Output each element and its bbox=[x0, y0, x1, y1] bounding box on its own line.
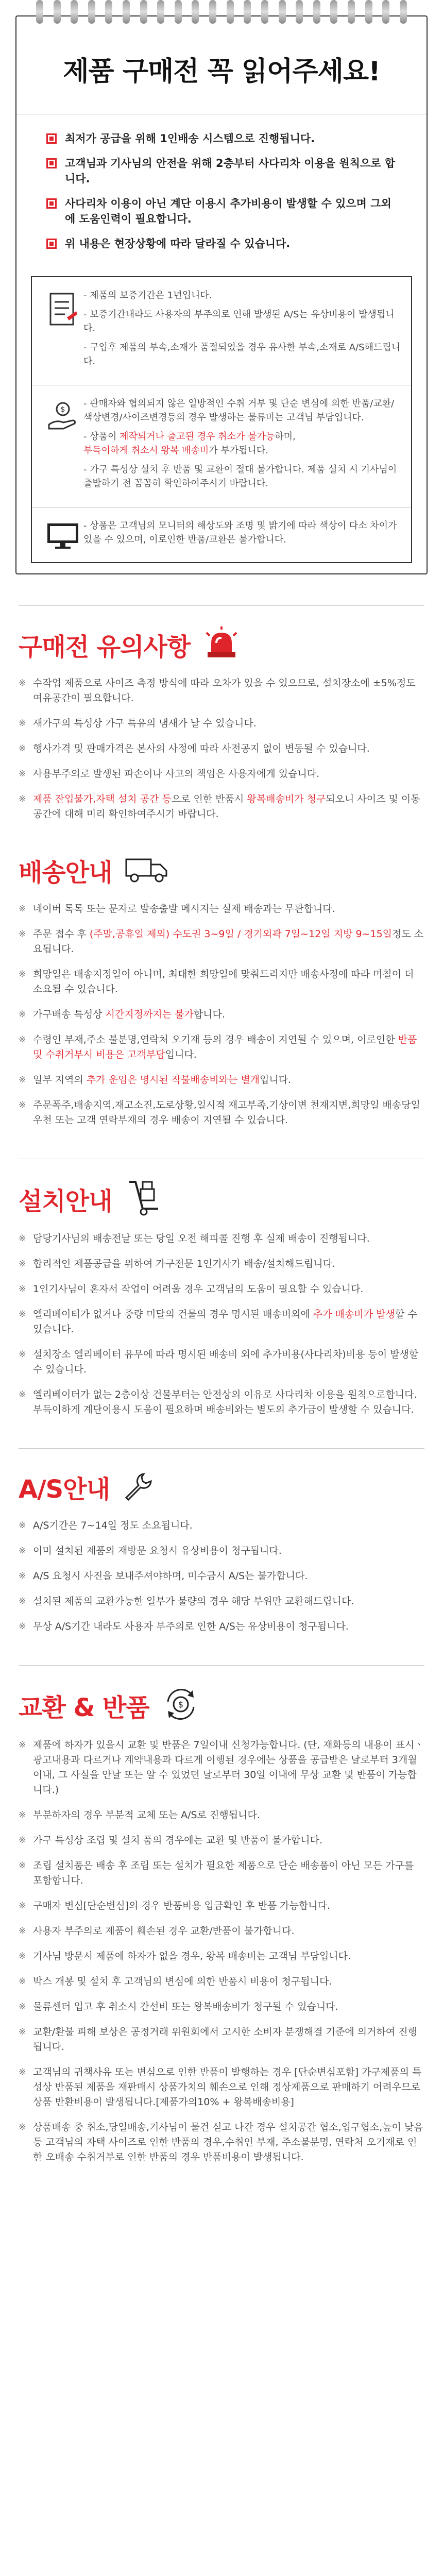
exchange-coin-icon bbox=[163, 1686, 199, 1724]
reference-mark-icon: ※ bbox=[19, 2027, 26, 2037]
notice-notepad bbox=[15, 0, 428, 574]
svg-text:$: $ bbox=[60, 405, 65, 414]
list-item: ※ 사용부주의로 발생된 파손이나 사고의 책임은 사용자에게 있습니다. bbox=[19, 767, 424, 782]
reference-mark-icon: ※ bbox=[19, 1309, 26, 1319]
reference-mark-icon: ※ bbox=[19, 1389, 26, 1400]
list-item: ※ 설치장소 엘리베이터 유무에 따라 명시된 배송비 외에 추가비용(사다리차)비용 등이 발생할 수 있습니다. bbox=[19, 1347, 424, 1377]
reference-mark-icon: ※ bbox=[19, 769, 26, 779]
svg-text:$: $ bbox=[178, 1700, 183, 1709]
list-item: ※ 고객님의 귀책사유 또는 변심으로 인한 반품이 발행하는 경우 [단순변심포함] 가구제품의 특성상 반품된 제품을 재판매시 상품가치의 훼손으로 인해 정상제품으로 판매하기 어려우므로 상품 반환비용이 발생됩니다.[제품가의10% + 왕복배송비용] bbox=[19, 2065, 424, 2110]
list-item: 최저가 공급을 위해 1인배송 시스템으로 진행됩니다. bbox=[46, 131, 397, 146]
list-item: ※ 가구 특성상 조립 및 설치 품의 경우에는 교환 및 반품이 불가합니다. bbox=[19, 1833, 424, 1848]
list-item: ※ 희망일은 배송지정일이 아니며, 최대한 희망일에 맞춰드리지만 배송사정에 따라 며칠이 더 소요될 수 있습니다. bbox=[19, 967, 424, 997]
exchange-section bbox=[0, 1665, 443, 2191]
list-item: ※ 상품배송 중 취소,당일배송,기사님이 물건 싣고 나간 경우 설치공간 협소,입구협소,높이 낮음 등 고객님의 자택 사이즈로 인한 반품의 경우,수취인 부재, 주소불분명, 연락처 오기재로 인한 오배송 수취거부로 인한 반품의 경우 반품비용이 발생됩니다. bbox=[19, 2120, 424, 2165]
reference-mark-icon: ※ bbox=[19, 1284, 26, 1294]
reference-mark-icon: ※ bbox=[19, 1596, 26, 1606]
install-section bbox=[0, 1159, 443, 1417]
list-item: ※ 구매자 변심[단순변심]의 경우 반품비용 입금확인 후 반품 가능합니다. bbox=[19, 1899, 424, 1913]
list-item: ※ 이미 설치된 제품의 재방문 요청시 유상비용이 청구됩니다. bbox=[19, 1544, 424, 1558]
install-title: 설치안내 bbox=[19, 1187, 112, 1216]
delivery-title: 배송안내 bbox=[19, 858, 112, 887]
reference-mark-icon: ※ bbox=[19, 1259, 26, 1269]
refund-row: $ - 판매자와 협의되지 않은 일방적인 수취 거부 및 단순 변심에 의한 반품/교환/색상변경/사이즈변경등의 경우 발생하는 물류비는 고객님 부담입니다. - 상품이 제작되거나 출고된 경우 취소가 불가능하며, 부득이하게 취소시 왕복 배송비가 부가됩니다. - 가구 특성상 설치 후 반품 및 교환이 절대 불가합니다. 제품 설치 시 기사님이 출발하기 전 꼼꼼히 확인하여주시기 바랍니다. bbox=[32, 385, 411, 507]
reference-mark-icon: ※ bbox=[19, 2067, 26, 2077]
precautions-list bbox=[19, 676, 424, 822]
reference-mark-icon: ※ bbox=[19, 1546, 26, 1556]
reference-mark-icon: ※ bbox=[19, 1233, 26, 1244]
list-item: ※ 교환/환불 피해 보상은 공정거래 위원회에서 고시한 소비자 분쟁해결 기준에 의거하여 진행됩니다. bbox=[19, 2025, 424, 2055]
square-bullet-icon bbox=[46, 158, 57, 168]
reference-mark-icon: ※ bbox=[19, 718, 26, 728]
top-bullet-list bbox=[31, 126, 412, 266]
list-item: ※ 엘리베이터가 없거나 중량 미달의 건물의 경우 명시된 배송비외에 추가 배송비가 발생할 수 있습니다. bbox=[19, 1307, 424, 1337]
list-item: ※ 조립 설치품은 배송 후 조립 또는 설치가 필요한 제품으로 단순 배송품이 아닌 모든 가구를 포함합니다. bbox=[19, 1858, 424, 1888]
list-item: 사다리차 이용이 아닌 계단 이용시 추가비용이 발생할 수 있으며 그외에 도움인력이 필요합니다. bbox=[46, 196, 397, 227]
reference-mark-icon: ※ bbox=[19, 1951, 26, 1961]
siren-icon bbox=[203, 626, 240, 663]
list-item: ※ 엘리베이터가 없는 2층이상 건물부터는 안전상의 이유로 사다리차 이용을 원칙으로합니다. 부득이하게 계단이용시 도움이 필요하며 배송비와는 별도의 추가금이 발생할 수 있습니다. bbox=[19, 1387, 424, 1417]
reference-mark-icon: ※ bbox=[19, 678, 26, 688]
list-item: ※ 가구배송 특성상 시간지정까지는 불가합니다. bbox=[19, 1007, 424, 1022]
list-item: ※ 주문 접수 후 (주말,공휴일 제외) 수도권 3~9일 / 경기외곽 7일~12일 지방 9~15일정도 소요됩니다. bbox=[19, 927, 424, 957]
wrench-icon bbox=[123, 1472, 152, 1503]
list-item: ※ 제품에 하자가 있을시 교환 및 반품은 7일이내 신청가능합니다. (단, 재화등의 내용이 표시ㆍ광고내용과 다르거나 계약내용과 다르게 이행된 경우에는 상품을 공급받은 날로부터 3개월 이내, 그 사실을 안날 또는 알 수 있었던 날로부터 30일 이내에 무상 교환 및 반품이 가능합니다.) bbox=[19, 1738, 424, 1798]
square-bullet-icon bbox=[46, 198, 57, 209]
list-item: ※ 1인기사님이 혼자서 작업이 어려울 경우 고객님의 도움이 필요할 수 있습니다. bbox=[19, 1282, 424, 1297]
square-bullet-icon bbox=[46, 239, 57, 249]
list-item: ※ 박스 개봉 및 설치 후 고객님의 변심에 의한 반품시 비용이 청구됩니다. bbox=[19, 1974, 424, 1989]
list-item: 고객님과 기사님의 안전을 위해 2층부터 사다리차 이용을 원칙으로 합니다. bbox=[46, 156, 397, 187]
precautions-section bbox=[0, 605, 443, 822]
reference-mark-icon: ※ bbox=[19, 2002, 26, 2012]
warranty-row: - 제품의 보증기간은 1년입니다. - 보증기간내라도 사용자의 부주의로 인해 발생된 A/S는 유상비용이 발생됩니다. - 구입후 제품의 부속,소재가 품절되었을 경우 유사한 부속,소재로 A/S해드립니다. bbox=[32, 277, 411, 385]
delivery-section bbox=[0, 853, 443, 1128]
reference-mark-icon: ※ bbox=[19, 1901, 26, 1911]
reference-mark-icon: ※ bbox=[19, 794, 26, 804]
reference-mark-icon: ※ bbox=[19, 743, 26, 754]
document-icon bbox=[42, 289, 83, 374]
as-title: A/S안내 bbox=[19, 1475, 110, 1504]
reference-mark-icon: ※ bbox=[19, 1740, 26, 1750]
monitor-row: - 상품은 고객님의 모니터의 해상도와 조명 및 밝기에 따라 색상이 다소 차이가 있을 수 있으며, 이로인한 반품/교환은 불가합니다. bbox=[32, 507, 411, 562]
list-item: ※ 수작업 제품으로 사이즈 측정 방식에 따라 오차가 있을 수 있으므로, 설치장소에 ±5%정도 여유공간이 필요합니다. bbox=[19, 676, 424, 706]
notepad-rings bbox=[36, 0, 407, 24]
reference-mark-icon: ※ bbox=[19, 1035, 26, 1045]
list-item: ※ 담당기사님의 배송전날 또는 당일 오전 해피콜 진행 후 실제 배송이 진행됩니다. bbox=[19, 1231, 424, 1246]
reference-mark-icon: ※ bbox=[19, 1520, 26, 1531]
reference-mark-icon: ※ bbox=[19, 1926, 26, 1936]
page-title: 제품 구매전 꼭 읽어주세요! bbox=[63, 56, 380, 87]
as-section bbox=[0, 1448, 443, 1634]
reference-mark-icon: ※ bbox=[19, 1349, 26, 1360]
list-item: ※ 합리적인 제품공급을 위하여 가구전문 1인기사가 배송/설치해드립니다. bbox=[19, 1257, 424, 1272]
reference-mark-icon: ※ bbox=[19, 969, 26, 979]
reference-mark-icon: ※ bbox=[19, 904, 26, 914]
reference-mark-icon: ※ bbox=[19, 1976, 26, 1987]
list-item: ※ 사용자 부주의로 제품이 훼손된 경우 교환/반품이 불가합니다. bbox=[19, 1924, 424, 1939]
delivery-list bbox=[19, 902, 424, 1128]
list-item: ※ 행사가격 및 판매가격은 본사의 사정에 따라 사전공지 없이 변동될 수 있습니다. bbox=[19, 741, 424, 756]
reference-mark-icon: ※ bbox=[19, 2122, 26, 2132]
notepad-sheet bbox=[15, 15, 428, 574]
list-item: ※ A/S 요청시 사진을 보내주셔야하며, 미수금시 A/S는 불가합니다. bbox=[19, 1569, 424, 1584]
list-item: ※ 수령인 부재,주소 불분명,연락처 오기재 등의 경우 배송이 지연될 수 있으며, 이로인한 반품및 수취거부시 비용은 고객부담입니다. bbox=[19, 1032, 424, 1062]
exchange-list bbox=[19, 1738, 424, 2165]
truck-icon bbox=[125, 855, 169, 886]
info-box bbox=[31, 276, 412, 563]
list-item: ※ 기사님 방문시 제품에 하자가 없을 경우, 왕복 배송비는 고객님 부담입니다. bbox=[19, 1949, 424, 1964]
exchange-title: 교환 & 반품 bbox=[19, 1693, 149, 1722]
list-item: ※ 주문폭주,배송지역,재고소진,도로상황,일시적 재고부족,기상이변 천재지변,희망일 배송당일 우천 또는 고객 연락부재의 경우 배송이 지연될 수 있습니다. bbox=[19, 1098, 424, 1128]
precautions-title: 구매전 유의사항 bbox=[19, 632, 191, 662]
reference-mark-icon: ※ bbox=[19, 1100, 26, 1110]
list-item: ※ 부분하자의 경우 부분적 교체 또는 A/S로 진행됩니다. bbox=[19, 1808, 424, 1823]
hand-coin-icon bbox=[42, 397, 83, 496]
reference-mark-icon: ※ bbox=[19, 1075, 26, 1085]
list-item: ※ 물류센터 입고 후 취소시 간선비 또는 왕복배송비가 청구될 수 있습니다. bbox=[19, 1999, 424, 2014]
hand-truck-icon bbox=[125, 1180, 161, 1218]
reference-mark-icon: ※ bbox=[19, 1009, 26, 1020]
square-bullet-icon bbox=[46, 133, 57, 144]
reference-mark-icon: ※ bbox=[19, 1860, 26, 1871]
reference-mark-icon: ※ bbox=[19, 1571, 26, 1581]
list-item: ※ 일부 지역의 추가 운임은 명시된 작불배송비와는 별개입니다. bbox=[19, 1073, 424, 1088]
monitor-icon bbox=[42, 519, 83, 551]
list-item: 위 내용은 현장상황에 따라 달라질 수 있습니다. bbox=[46, 236, 397, 251]
as-list bbox=[19, 1518, 424, 1634]
reference-mark-icon: ※ bbox=[19, 1835, 26, 1845]
reference-mark-icon: ※ bbox=[19, 929, 26, 939]
list-item: ※ 새가구의 특성상 가구 특유의 냄새가 날 수 있습니다. bbox=[19, 716, 424, 731]
list-item: ※ 네이버 톡톡 또는 문자로 발송출발 메시지는 실제 배송과는 무관합니다. bbox=[19, 902, 424, 917]
reference-mark-icon: ※ bbox=[19, 1621, 26, 1632]
list-item: ※ 제품 잔입불가,자택 설치 공간 등으로 인한 반품시 왕복배송비가 청구되오니 사이즈 및 이동공간에 대해 미리 확인하여주시기 바랍니다. bbox=[19, 792, 424, 822]
list-item: ※ 설치된 제품의 교환가능한 일부가 불량의 경우 해당 부위만 교환해드립니다. bbox=[19, 1594, 424, 1609]
install-list bbox=[19, 1231, 424, 1417]
list-item: ※ 무상 A/S기간 내라도 사용자 부주의로 인한 A/S는 유상비용이 청구됩니다. bbox=[19, 1619, 424, 1634]
list-item: ※ A/S기간은 7~14일 정도 소요됩니다. bbox=[19, 1518, 424, 1533]
reference-mark-icon: ※ bbox=[19, 1810, 26, 1820]
